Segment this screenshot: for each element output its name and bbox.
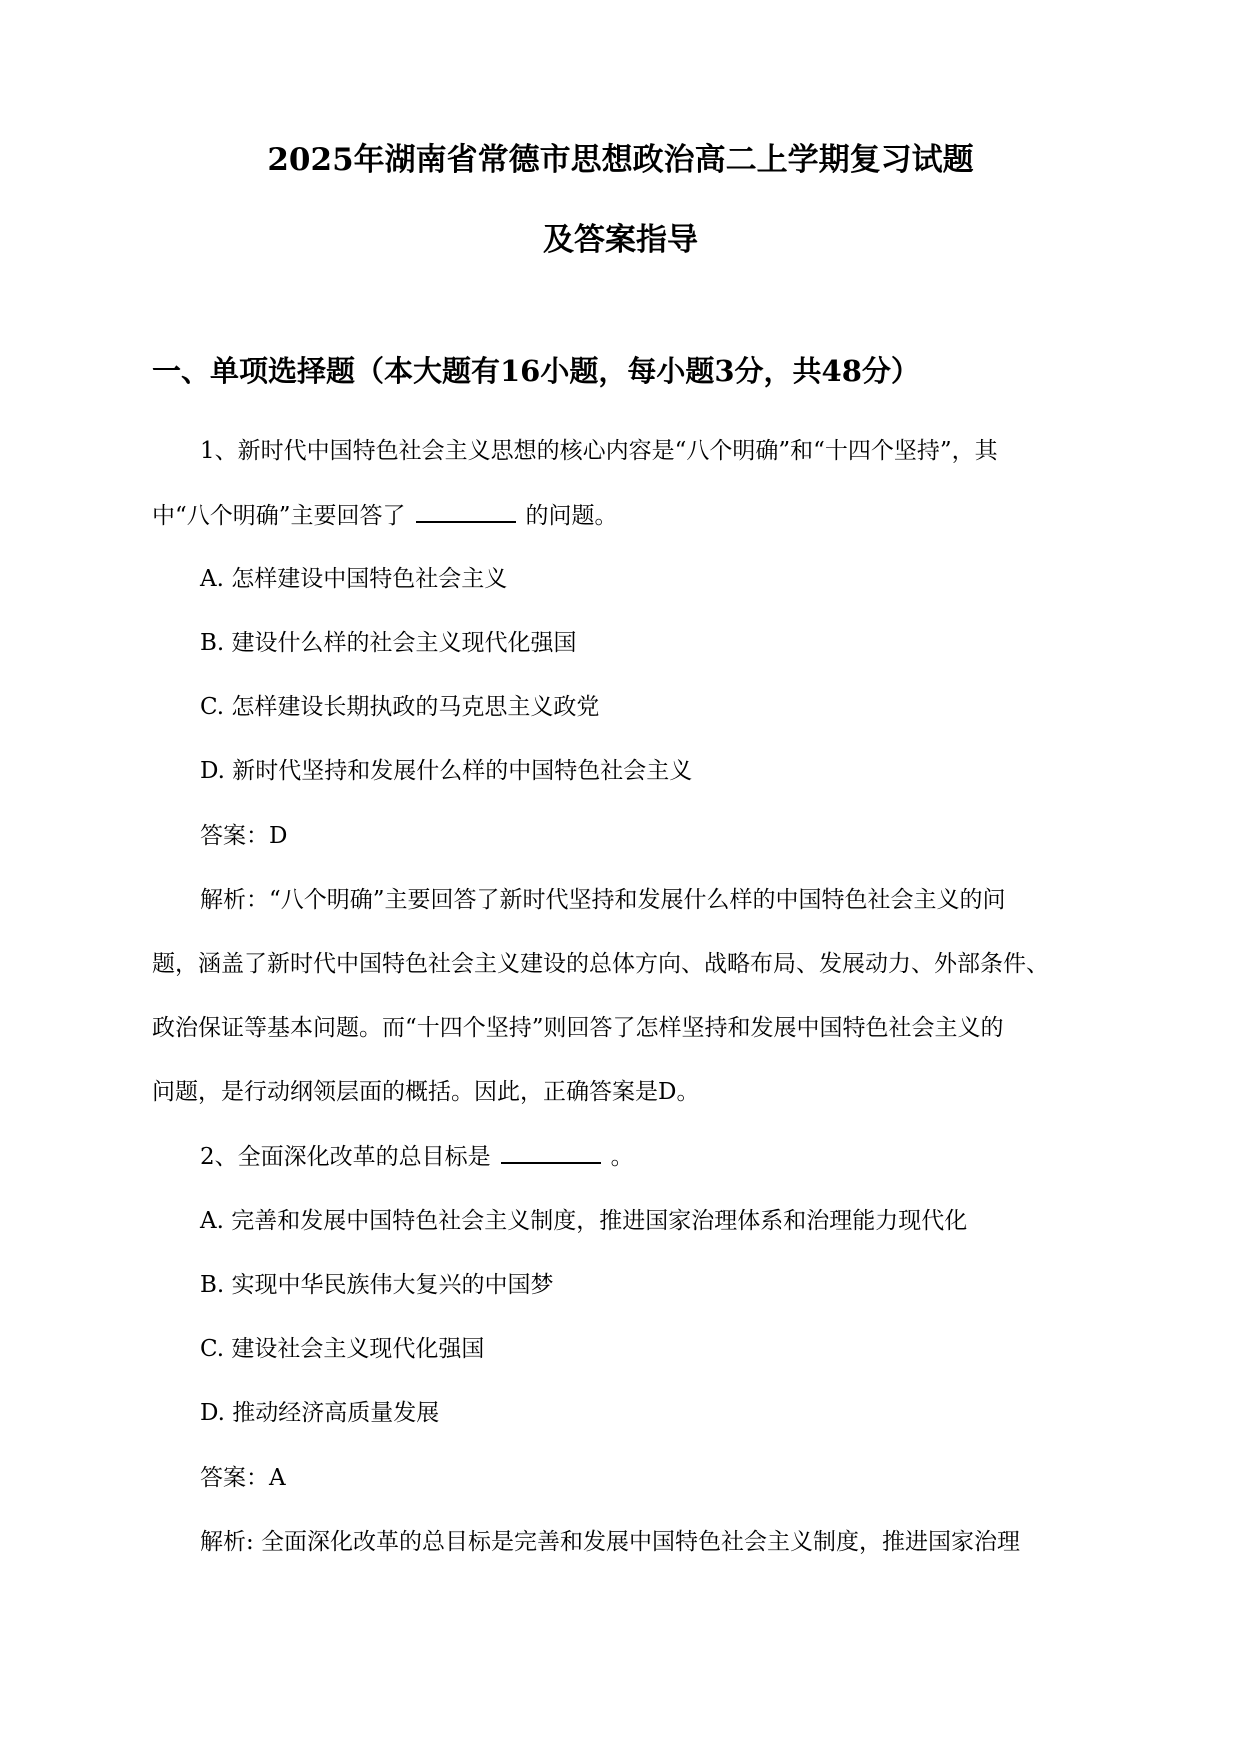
- document-title-line-1: 2025年湖南省常德市思想政治高二上学期复习试题: [267, 142, 974, 178]
- question-1-stem-line-2: [152, 499, 618, 532]
- question-2-option-c: C. 建设社会主义现代化强国: [200, 1336, 485, 1362]
- question-1-option-a: A. 怎样建设中国特色社会主义: [200, 566, 508, 592]
- question-1-analysis-line-1: 解析：“八个明确”主要回答了新时代坚持和发展什么样的中国特色社会主义的问: [200, 887, 1006, 913]
- question-1-analysis-line-3: 政治保证等基本问题。而“十四个坚持”则回答了怎样坚持和发展中国特色社会主义的: [152, 1015, 1004, 1041]
- question-2-answer: 答案：A: [200, 1465, 286, 1491]
- question-2-stem-text: 2、全面深化改革的总目标是: [200, 1144, 491, 1170]
- question-2-option-a: A. 完善和发展中国特色社会主义制度，推进国家治理体系和治理能力现代化: [200, 1208, 968, 1234]
- fill-in-blank: [501, 1140, 601, 1164]
- question-2-option-b: B. 实现中华民族伟大复兴的中国梦: [200, 1272, 554, 1298]
- section-heading: 一、单项选择题（本大题有16小题，每小题3分，共48分）: [152, 354, 920, 388]
- question-1-analysis-line-4: 问题，是行动纲领层面的概括。因此，正确答案是D。: [152, 1079, 700, 1105]
- question-1-option-b: B. 建设什么样的社会主义现代化强国: [200, 630, 577, 656]
- question-1-stem-line-1: 1、新时代中国特色社会主义思想的核心内容是“八个明确”和“十四个坚持”，其: [200, 438, 998, 464]
- question-2-stem-tail: 。: [610, 1144, 634, 1170]
- question-1-option-c: C. 怎样建设长期执政的马克思主义政党: [200, 694, 600, 720]
- fill-in-blank: [416, 499, 516, 523]
- question-2-analysis-line-1: 解析: 全面深化改革的总目标是完善和发展中国特色社会主义制度，推进国家治理: [200, 1529, 1021, 1555]
- question-1-stem-tail: 的问题。: [525, 503, 618, 529]
- question-2-option-d: D. 推动经济高质量发展: [200, 1400, 440, 1426]
- question-1-analysis-line-2: 题，涵盖了新时代中国特色社会主义建设的总体方向、战略布局、发展动力、外部条件、: [152, 951, 1049, 977]
- document-title-line-2: 及答案指导: [543, 222, 698, 258]
- question-1-answer: 答案：D: [200, 823, 288, 849]
- question-1-stem-text: 中“八个明确”主要回答了: [152, 503, 406, 529]
- question-2-stem: [200, 1140, 634, 1173]
- question-1-option-d: D. 新时代坚持和发展什么样的中国特色社会主义: [200, 758, 693, 784]
